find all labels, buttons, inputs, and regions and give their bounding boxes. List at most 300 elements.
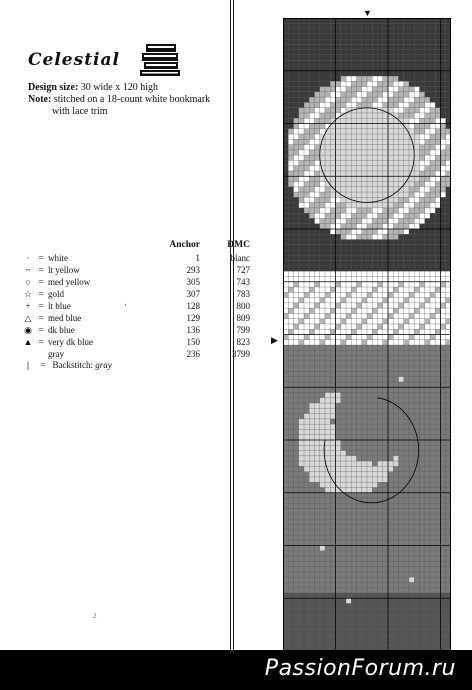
chart-cell [399, 39, 404, 44]
chart-cell [420, 50, 425, 55]
chart-cell [299, 240, 304, 245]
chart-cell [330, 588, 335, 593]
chart-cell [309, 102, 314, 107]
chart-cell [399, 23, 404, 28]
chart-cell [315, 419, 320, 424]
backstitch-line [22, 360, 250, 370]
chart-cell [309, 561, 314, 566]
chart-cell [299, 498, 304, 503]
chart-cell [325, 192, 330, 197]
chart-cell [425, 255, 430, 260]
chart-cell [330, 604, 335, 609]
chart-cell [441, 240, 446, 245]
chart-cell [388, 451, 393, 456]
chart-cell [294, 124, 299, 129]
chart-cell [309, 224, 314, 229]
chart-cell [414, 487, 419, 492]
chart-cell [399, 361, 404, 366]
chart-cell [309, 361, 314, 366]
chart-cell [341, 572, 346, 577]
chart-cell [346, 398, 351, 403]
chart-cell [346, 503, 351, 508]
chart-cell [315, 377, 320, 382]
chart-cell [299, 108, 304, 113]
chart-cell [367, 408, 372, 413]
chart-cell [336, 250, 341, 255]
chart-cell [362, 39, 367, 44]
key-symbol: △ [24, 313, 32, 323]
chart-cell [435, 377, 440, 382]
chart-cell [341, 451, 346, 456]
chart-cell [309, 29, 314, 34]
chart-cell [441, 387, 446, 392]
chart-cell [336, 171, 341, 176]
chart-cell [372, 535, 377, 540]
chart-cell [325, 44, 330, 49]
chart-cell [435, 493, 440, 498]
chart-cell [409, 540, 414, 545]
chart-cell [414, 55, 419, 60]
chart-cell [288, 176, 293, 181]
key-equals: = [38, 325, 44, 335]
chart-cell [325, 87, 330, 92]
chart-cell [372, 393, 377, 398]
chart-cell [409, 23, 414, 28]
chart-cell [288, 424, 293, 429]
chart-cell [372, 451, 377, 456]
chart-cell [346, 92, 351, 97]
chart-cell [362, 150, 367, 155]
chart-cell [372, 435, 377, 440]
chart-cell [320, 630, 325, 635]
chart-cell [309, 261, 314, 266]
chart-cell [357, 176, 362, 181]
chart-cell [309, 182, 314, 187]
chart-cell [425, 429, 430, 434]
chart-cell [357, 139, 362, 144]
chart-cell [414, 255, 419, 260]
chart-cell [330, 472, 335, 477]
key-anchor-code: 1 [195, 253, 200, 263]
chart-cell [336, 582, 341, 587]
chart-cell [330, 382, 335, 387]
chart-cell [299, 451, 304, 456]
chart-cell [315, 382, 320, 387]
chart-cell [288, 604, 293, 609]
chart-cell [299, 113, 304, 118]
chart-cell [325, 429, 330, 434]
chart-cell [325, 477, 330, 482]
chart-cell [409, 414, 414, 419]
chart-cell [430, 619, 435, 624]
chart-cell [299, 540, 304, 545]
chart-cell [378, 614, 383, 619]
chart-cell [409, 535, 414, 540]
chart-cell [341, 23, 346, 28]
chart-cell [383, 393, 388, 398]
chart-cell [294, 582, 299, 587]
chart-cell [346, 113, 351, 118]
chart-cell [372, 445, 377, 450]
chart-cell [414, 39, 419, 44]
chart-cell [388, 382, 393, 387]
chart-cell [414, 245, 419, 250]
dmc-header: DMC [227, 240, 250, 250]
chart-cell [378, 598, 383, 603]
chart-cell [320, 176, 325, 181]
chart-cell [288, 124, 293, 129]
chart-cell [341, 345, 346, 350]
chart-cell [309, 350, 314, 355]
chart-cell [351, 44, 356, 49]
chart-cell [383, 150, 388, 155]
chart-cell [304, 240, 309, 245]
chart-cell [315, 604, 320, 609]
chart-cell [409, 150, 414, 155]
chart-cell [336, 419, 341, 424]
chart-cell [362, 393, 367, 398]
chart-cell [351, 213, 356, 218]
chart-cell [393, 593, 398, 598]
chart-cell [393, 371, 398, 376]
chart-cell [341, 493, 346, 498]
chart-cell [315, 588, 320, 593]
chart-cell [304, 292, 309, 297]
chart-cell [346, 530, 351, 535]
chart-cell [325, 567, 330, 572]
chart-cell [367, 266, 372, 271]
chart-cell [388, 124, 393, 129]
chart-cell [414, 524, 419, 529]
chart-cell [425, 65, 430, 70]
chart-cell [378, 366, 383, 371]
chart-cell [414, 160, 419, 165]
chart-cell [441, 371, 446, 376]
chart-cell [304, 229, 309, 234]
chart-cell [393, 176, 398, 181]
chart-cell [425, 150, 430, 155]
chart-cell [393, 261, 398, 266]
chart-cell [288, 218, 293, 223]
chart-cell [409, 456, 414, 461]
chart-cell [299, 50, 304, 55]
chart-cell [372, 567, 377, 572]
chart-cell [367, 435, 372, 440]
chart-cell [336, 398, 341, 403]
chart-cell [367, 546, 372, 551]
chart-cell [341, 487, 346, 492]
chart-cell [288, 92, 293, 97]
chart-cell [320, 593, 325, 598]
chart-cell [388, 546, 393, 551]
chart-cell [367, 155, 372, 160]
chart-cell [330, 424, 335, 429]
chart-cell [336, 635, 341, 640]
chart-cell [288, 65, 293, 70]
chart-cell [378, 187, 383, 192]
chart-cell [393, 60, 398, 65]
chart-cell [399, 561, 404, 566]
chart-cell [404, 250, 409, 255]
chart-cell [393, 266, 398, 271]
chart-cell [441, 213, 446, 218]
chart-cell [383, 630, 388, 635]
chart-cell [383, 34, 388, 39]
chart-cell [346, 429, 351, 434]
chart-cell [325, 503, 330, 508]
chart-cell [346, 23, 351, 28]
chart-cell [441, 23, 446, 28]
chart-cell [325, 630, 330, 635]
chart-cell [294, 556, 299, 561]
chart-cell [315, 124, 320, 129]
chart-cell [420, 282, 425, 287]
chart-cell [435, 39, 440, 44]
chart-cell [330, 466, 335, 471]
chart-cell [383, 609, 388, 614]
chart-cell [299, 535, 304, 540]
chart-cell [304, 224, 309, 229]
chart-cell [304, 551, 309, 556]
chart-cell [294, 577, 299, 582]
chart-cell [299, 414, 304, 419]
design-size-value: 30 wide x 120 high [80, 82, 158, 93]
chart-cell [288, 445, 293, 450]
chart-cell [383, 113, 388, 118]
chart-cell [378, 266, 383, 271]
chart-cell [441, 403, 446, 408]
chart-cell [420, 55, 425, 60]
chart-cell [388, 377, 393, 382]
chart-cell [351, 176, 356, 181]
chart-cell [393, 182, 398, 187]
key-anchor-code: 307 [186, 289, 200, 299]
chart-cell [430, 44, 435, 49]
chart-cell [341, 340, 346, 345]
chart-cell [430, 561, 435, 566]
chart-cell [294, 34, 299, 39]
chart-cell [420, 393, 425, 398]
chart-cell [420, 456, 425, 461]
chart-cell [330, 582, 335, 587]
chart-cell [341, 540, 346, 545]
chart-cell [357, 440, 362, 445]
chart-cell [399, 535, 404, 540]
chart-cell [288, 118, 293, 123]
chart-cell [341, 118, 346, 123]
chart-cell [441, 630, 446, 635]
chart-cell [378, 419, 383, 424]
chart-cell [414, 124, 419, 129]
chart-cell [341, 44, 346, 49]
chart-cell [372, 182, 377, 187]
chart-cell [399, 424, 404, 429]
chart-cell [420, 76, 425, 81]
chart-cell [294, 588, 299, 593]
chart-cell [378, 403, 383, 408]
chart-cell [409, 102, 414, 107]
chart-cell [393, 129, 398, 134]
chart-cell [367, 403, 372, 408]
chart-cell [378, 625, 383, 630]
chart-cell [336, 609, 341, 614]
chart-cell [414, 609, 419, 614]
chart-cell [414, 176, 419, 181]
chart-cell [357, 445, 362, 450]
chart-cell [309, 218, 314, 223]
chart-cell [420, 124, 425, 129]
chart-cell [372, 129, 377, 134]
chart-cell [357, 593, 362, 598]
chart-cell [383, 255, 388, 260]
chart-cell [325, 588, 330, 593]
chart-cell [346, 487, 351, 492]
chart-cell [420, 593, 425, 598]
chart-cell [330, 630, 335, 635]
chart-cell [409, 108, 414, 113]
chart-cell [388, 102, 393, 107]
chart-cell [367, 371, 372, 376]
chart-cell [288, 23, 293, 28]
chart-cell [367, 614, 372, 619]
chart-cell [341, 203, 346, 208]
chart-cell [351, 477, 356, 482]
chart-cell [362, 546, 367, 551]
chart-cell [399, 419, 404, 424]
chart-cell [367, 366, 372, 371]
chart-cell [330, 155, 335, 160]
chart-cell [357, 129, 362, 134]
chart-cell [420, 503, 425, 508]
chart-cell [294, 113, 299, 118]
chart-cell [372, 97, 377, 102]
chart-cell [330, 609, 335, 614]
chart-cell [414, 329, 419, 334]
chart-cell [383, 350, 388, 355]
chart-cell [441, 498, 446, 503]
chart-cell [304, 524, 309, 529]
chart-cell [346, 424, 351, 429]
chart-cell [346, 625, 351, 630]
chart-cell [325, 419, 330, 424]
chart-cell [425, 414, 430, 419]
chart-cell [351, 129, 356, 134]
chart-cell [309, 535, 314, 540]
chart-cell [393, 382, 398, 387]
chart-cell [399, 482, 404, 487]
chart-cell [330, 60, 335, 65]
chart-cell [357, 255, 362, 260]
chart-cell [378, 572, 383, 577]
chart-cell [320, 482, 325, 487]
chart-cell [304, 530, 309, 535]
chart-cell [399, 92, 404, 97]
chart-cell [420, 440, 425, 445]
chart-cell [351, 50, 356, 55]
chart-cell [409, 514, 414, 519]
chart-cell [362, 134, 367, 139]
chart-cell [357, 160, 362, 165]
chart-cell [425, 572, 430, 577]
chart-cell [336, 540, 341, 545]
chart-cell [362, 577, 367, 582]
chart-cell [346, 366, 351, 371]
chart-cell [341, 640, 346, 645]
chart-cell [288, 345, 293, 350]
chart-cell [299, 345, 304, 350]
chart-cell [357, 50, 362, 55]
chart-cell [367, 382, 372, 387]
chart-cell [399, 429, 404, 434]
chart-cell [367, 429, 372, 434]
chart-cell [409, 234, 414, 239]
chart-cell [367, 530, 372, 535]
chart-cell [357, 55, 362, 60]
chart-cell [425, 398, 430, 403]
chart-cell [420, 530, 425, 535]
chart-cell [325, 451, 330, 456]
chart-cell [309, 345, 314, 350]
chart-cell [378, 44, 383, 49]
chart-cell [441, 567, 446, 572]
chart-cell [393, 65, 398, 70]
chart-cell [309, 160, 314, 165]
chart-cell [288, 393, 293, 398]
chart-cell [404, 118, 409, 123]
chart-cell [299, 519, 304, 524]
key-equals: = [38, 277, 44, 287]
chart-cell [435, 71, 440, 76]
chart-cell [367, 487, 372, 492]
chart-cell [367, 313, 372, 318]
chart-cell [304, 356, 309, 361]
chart-cell [383, 503, 388, 508]
chart-cell [430, 567, 435, 572]
chart-cell [357, 145, 362, 150]
chart-cell [351, 556, 356, 561]
chart-cell [341, 234, 346, 239]
chart-cell [325, 166, 330, 171]
chart-cell [325, 245, 330, 250]
chart-cell [409, 218, 414, 223]
chart-cell [346, 134, 351, 139]
chart-cell [304, 255, 309, 260]
chart-cell [325, 366, 330, 371]
chart-cell [336, 356, 341, 361]
chart-cell [315, 366, 320, 371]
chart-cell [414, 588, 419, 593]
chart-cell [372, 540, 377, 545]
chart-cell [362, 145, 367, 150]
chart-cell [441, 255, 446, 260]
chart-cell [320, 572, 325, 577]
chart-cell [320, 429, 325, 434]
chart-cell [320, 203, 325, 208]
chart-cell [441, 477, 446, 482]
chart-cell [414, 29, 419, 34]
chart-cell [315, 577, 320, 582]
chart-cell [294, 224, 299, 229]
chart-cell [399, 371, 404, 376]
chart-cell [430, 540, 435, 545]
chart-cell [441, 182, 446, 187]
chart-cell [378, 324, 383, 329]
chart-cell [383, 408, 388, 413]
chart-cell [393, 155, 398, 160]
chart-cell [378, 65, 383, 70]
chart-cell [304, 614, 309, 619]
chart-cell [362, 266, 367, 271]
